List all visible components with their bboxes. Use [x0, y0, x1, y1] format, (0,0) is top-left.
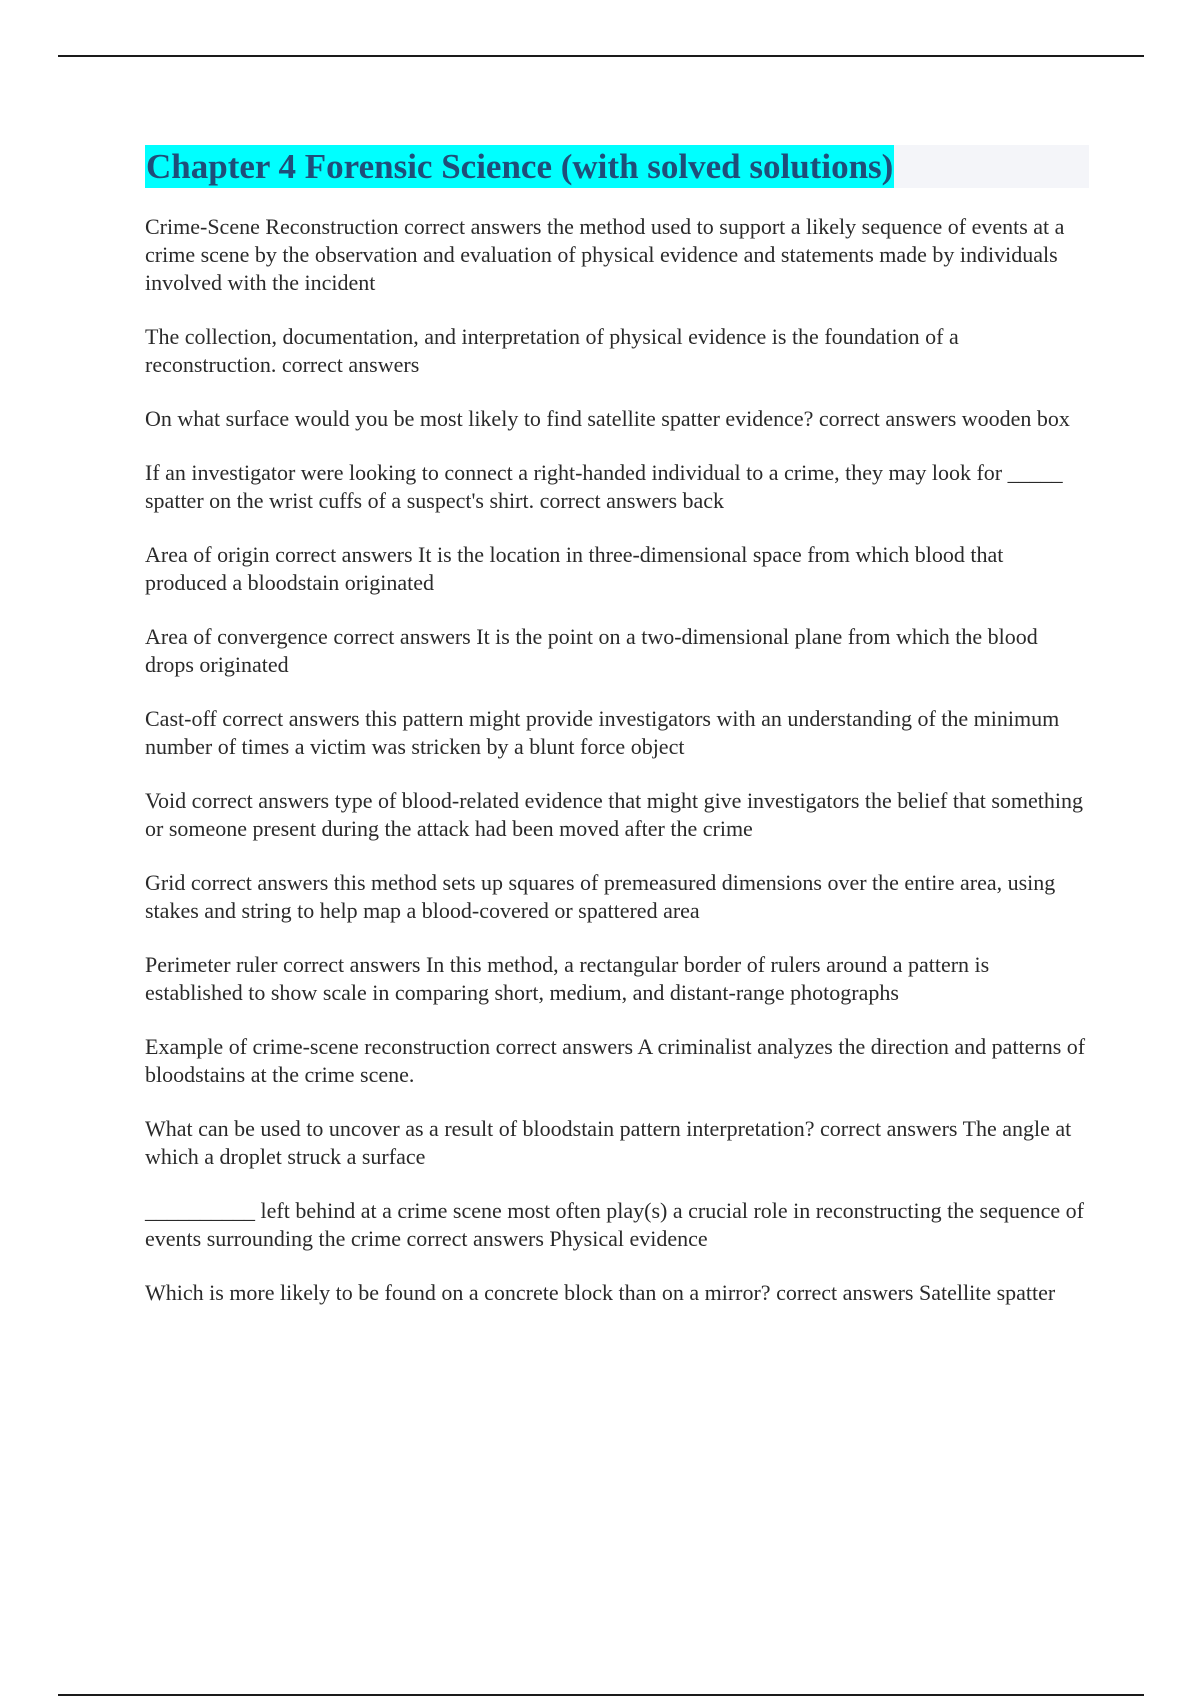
- qa-item: Perimeter ruler correct answers In this method, a rectangular border of rulers around a pattern is established to show scale in comparing short, medium, and distant-range photographs: [145, 952, 990, 1005]
- bottom-rule: [58, 1694, 1144, 1696]
- qa-item: What can be used to uncover as a result of bloodstain pattern interpretation? correct answers The angle at which a droplet struck a surface: [145, 1116, 1072, 1169]
- qa-item: The collection, documentation, and interpretation of physical evidence is the foundation of a reconstruction. correct answers: [145, 324, 959, 377]
- qa-item: On what surface would you be most likely to find satellite spatter evidence? correct answers wooden box: [145, 406, 1070, 431]
- qa-item: Void correct answers type of blood-related evidence that might give investigators the belief that something or someone present during the attack had been moved after the crime: [145, 788, 1083, 841]
- qa-item: Example of crime-scene reconstruction correct answers A criminalist analyzes the direction and patterns of bloodstains at the crime scene.: [145, 1034, 1086, 1087]
- title-band: [145, 145, 1089, 188]
- qa-item: Cast-off correct answers this pattern might provide investigators with an understanding of the minimum number of times a victim was stricken by a blunt force object: [145, 706, 1060, 759]
- qa-item: If an investigator were looking to connect a right-handed individual to a crime, they may look for _____ spatter on the wrist cuffs of a suspect's shirt. correct answers back: [145, 460, 1063, 513]
- qa-item: Grid correct answers this method sets up squares of premeasured dimensions over the entire area, using stakes and string to help map a blood-covered or spattered area: [145, 870, 1056, 923]
- qa-item: __________ left behind at a crime scene most often play(s) a crucial role in reconstructing the sequence of events surrounding the crime correct answers Physical evidence: [145, 1198, 1084, 1251]
- qa-list: [145, 213, 1089, 1307]
- qa-item: Which is more likely to be found on a concrete block than on a mirror? correct answers Satellite spatter: [145, 1280, 1056, 1305]
- qa-item: Area of convergence correct answers It is the point on a two-dimensional plane from which the blood drops originated: [145, 624, 1038, 677]
- document-body: [145, 145, 1089, 1333]
- top-rule: [58, 55, 1144, 57]
- qa-item: Area of origin correct answers It is the location in three-dimensional space from which blood that produced a bloodstain originated: [145, 542, 1004, 595]
- document-title: Chapter 4 Forensic Science (with solved solutions): [146, 147, 894, 186]
- qa-item: Crime-Scene Reconstruction correct answers the method used to support a likely sequence of events at a crime scene by the observation and evaluation of physical evidence and statements made by individuals involved with the incident: [145, 214, 1065, 295]
